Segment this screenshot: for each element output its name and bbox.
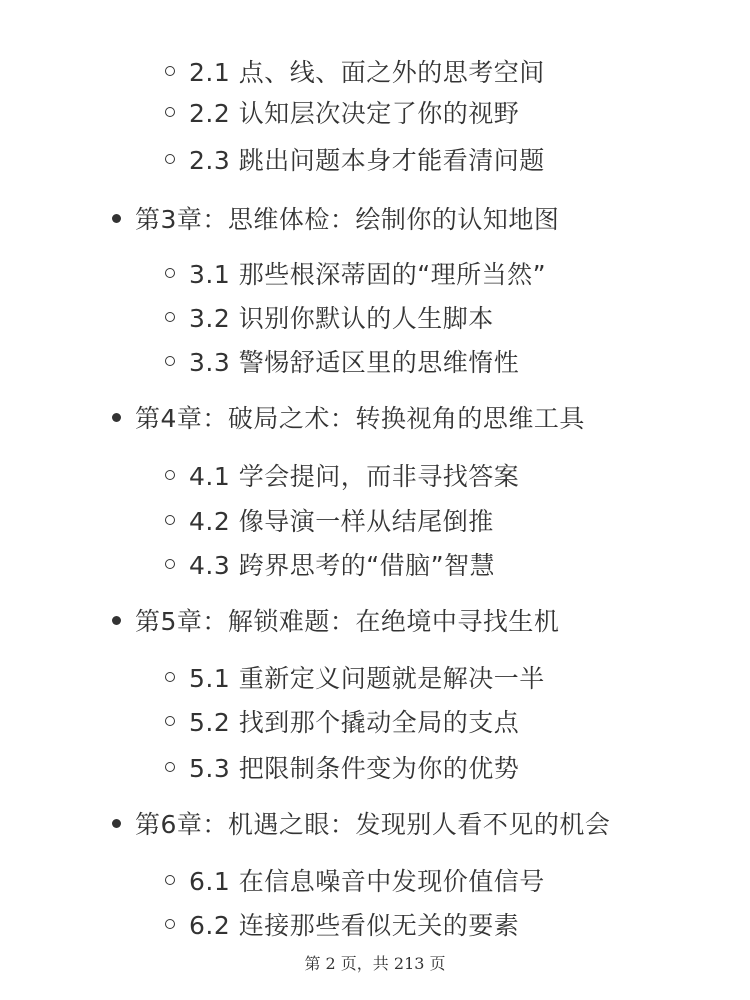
hollow-bullet-icon	[165, 66, 175, 76]
toc-section-label: 3.1 那些根深蒂固的“理所当然”	[189, 260, 547, 289]
hollow-bullet-icon	[165, 107, 175, 117]
toc-section-3-3	[163, 341, 519, 381]
hollow-bullet-icon	[165, 312, 175, 322]
hollow-bullet-icon	[165, 762, 175, 772]
toc-chapter-3	[110, 198, 559, 238]
toc-section-label: 2.3 跳出问题本身才能看清问题	[189, 146, 545, 175]
toc-section-label: 2.2 认知层次决定了你的视野	[189, 99, 520, 128]
toc-section-3-2	[163, 297, 494, 337]
toc-section-label: 3.2 识别你默认的人生脚本	[189, 304, 494, 333]
toc-section-4-1	[163, 455, 519, 495]
toc-chapter-label: 第3章：思维体检：绘制你的认知地图	[135, 205, 560, 234]
toc-chapter-label: 第4章：破局之术：转换视角的思维工具	[135, 404, 585, 433]
toc-section-3-1	[163, 253, 546, 293]
toc-section-label: 2.1 点、线、面之外的思考空间	[189, 58, 545, 87]
toc-section-2-1	[163, 51, 545, 91]
hollow-bullet-icon	[165, 672, 175, 682]
toc-section-label: 6.1 在信息噪音中发现价值信号	[189, 867, 545, 896]
hollow-bullet-icon	[165, 470, 175, 480]
toc-section-label: 4.3 跨界思考的“借脑”智慧	[189, 551, 496, 580]
toc-chapter-5	[110, 600, 559, 640]
toc-section-label: 5.2 找到那个撬动全局的支点	[189, 708, 520, 737]
toc-section-2-3	[163, 139, 545, 179]
toc-chapter-4	[110, 397, 585, 437]
toc-section-label: 5.1 重新定义问题就是解决一半	[189, 664, 545, 693]
toc-section-label: 4.1 学会提问，而非寻找答案	[189, 462, 520, 491]
toc-section-label: 4.2 像导演一样从结尾倒推	[189, 507, 494, 536]
hollow-bullet-icon	[165, 559, 175, 569]
toc-section-6-2	[163, 904, 519, 944]
toc-section-4-3	[163, 544, 495, 584]
toc-chapter-6	[110, 803, 610, 843]
filled-bullet-icon	[112, 819, 121, 828]
hollow-bullet-icon	[165, 919, 175, 929]
toc-section-5-1	[163, 657, 545, 697]
toc-section-6-1	[163, 860, 545, 900]
hollow-bullet-icon	[165, 515, 175, 525]
hollow-bullet-icon	[165, 268, 175, 278]
hollow-bullet-icon	[165, 875, 175, 885]
toc-section-label: 5.3 把限制条件变为你的优势	[189, 754, 520, 783]
toc-section-2-2	[163, 92, 519, 132]
page-number-footer: 第 2 页，共 213 页	[304, 954, 446, 973]
toc-section-5-3	[163, 747, 519, 787]
hollow-bullet-icon	[165, 716, 175, 726]
toc-section-5-2	[163, 701, 519, 741]
toc-chapter-label: 第5章：解锁难题：在绝境中寻找生机	[135, 607, 560, 636]
hollow-bullet-icon	[165, 154, 175, 164]
toc-section-4-2	[163, 500, 494, 540]
filled-bullet-icon	[112, 214, 121, 223]
filled-bullet-icon	[112, 413, 121, 422]
toc-chapter-label: 第6章：机遇之眼：发现别人看不见的机会	[135, 810, 611, 839]
filled-bullet-icon	[112, 616, 121, 625]
toc-section-label: 3.3 警惕舒适区里的思维惰性	[189, 348, 520, 377]
toc-section-label: 6.2 连接那些看似无关的要素	[189, 911, 520, 940]
hollow-bullet-icon	[165, 356, 175, 366]
